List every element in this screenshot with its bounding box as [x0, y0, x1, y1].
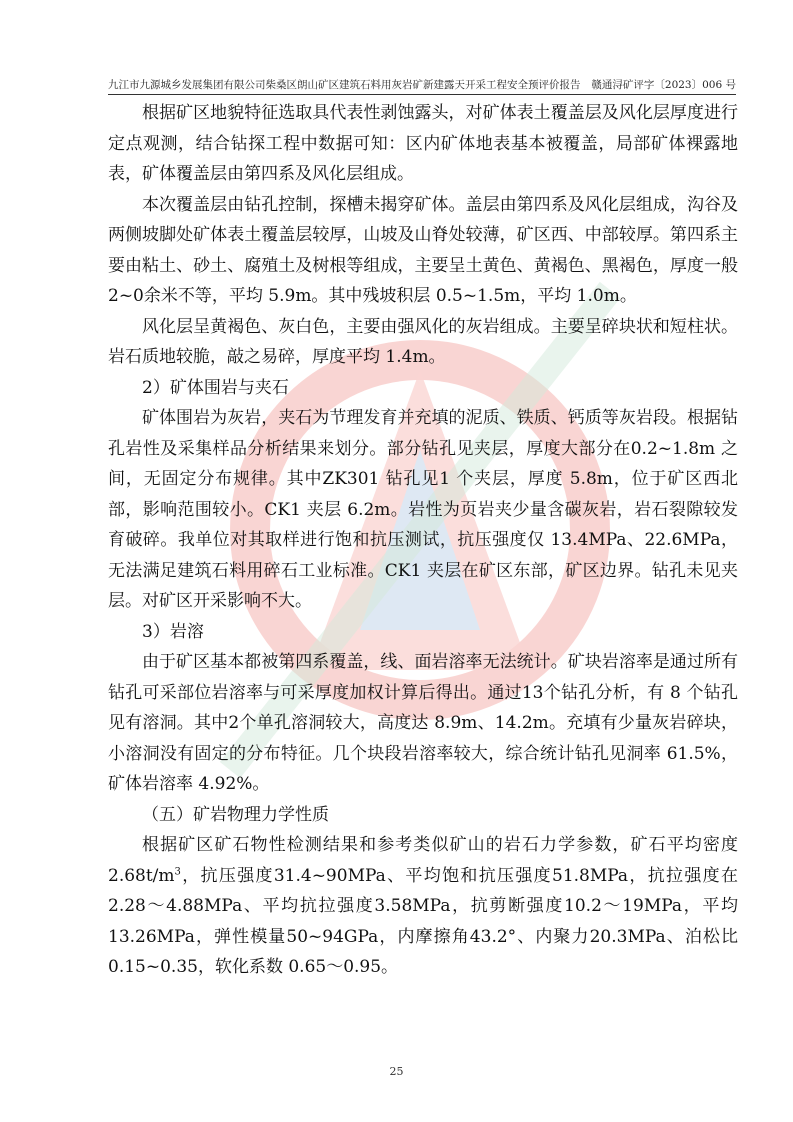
paragraph-overburden-composition: 本次覆盖层由钻孔控制，探槽未揭穿矿体。盖层由第四系及风化层组成，沟谷及两侧坡脚处矿体表土覆盖层较厚，山坡及山脊处较薄，矿区西、中部较厚。第四系主要由粘土、砂土、腐殖土及树根等组成，主要呈土黄色、黄褐色、黑褐色，厚度一般 2~0余米不等，平均 5.9m。其中残坡积层 0.5~1.5m，平均 1.0m。	[108, 194, 738, 306]
paragraph-karst: 由于矿区基本都被第四系覆盖，线、面岩溶率无法统计。矿块岩溶率是通过所有钻孔可采部位岩溶率与可采厚度加权计算后得出。通过13个钻孔分析，有 8 个钻孔见有溶洞。其中2个单孔溶洞较大，高度达 8.9m、14.2m。充填有少量灰岩碎块，小溶洞没有固定的分布特征。几个块段岩溶率较大，综合统计钻孔见洞率 61.5%，矿体岩溶率 4.92%。	[108, 652, 738, 794]
paragraph-wall-rock: 矿体围岩为灰岩，夹石为节理发育并充填的泥质、铁质、钙质等灰岩段。根据钻孔岩性及采集样品分析结果来划分。部分钻孔见夹层，厚度大部分在0.2~1.8m 之间，无固定分布规律。其中ZK301 钻孔见1 个夹层，厚度 5.8m，位于矿区西北部，影响范围较小。CK1 夹层 6.2m。岩性为页岩夹少量含碳灰岩，岩石裂隙较发育破碎。我单位对其取样进行饱和抗压测试，抗压强度仅 13.4MPa、22.6MPa，无法满足建筑石料用碎石工业标准。CK1 夹层在矿区东部，矿区边界。钻孔未见夹层。对矿区开采影响不大。	[108, 408, 738, 611]
document-body	[108, 98, 738, 983]
heading-karst: 3）岩溶	[142, 621, 204, 642]
paragraph-overburden-observation: 根据矿区地貌特征选取具代表性剥蚀露头，对矿体表土覆盖层及风化层厚度进行定点观测，结合钻探工程中数据可知：区内矿体地表基本被覆盖，局部矿体裸露地表，矿体覆盖层由第四系及风化层组成。	[108, 103, 738, 184]
cubic-superscript: 3	[174, 865, 181, 877]
header-report-title: 九江市九源城乡发展集团有限公司柴桑区朗山矿区建筑石料用灰岩矿新建露天开采工程安全预评价报告	[108, 79, 581, 91]
page-number: 25	[389, 1065, 404, 1078]
rock-mechanics-text-end: ，抗压强度31.4~90MPa、平均饱和抗压强度51.8MPa，抗拉强度在2.28～4.88MPa、平均抗拉强度3.58MPa，抗剪断强度10.2～19MPa，平均13.26MPa，弹性模量50~94GPa，内摩擦角43.2°、内聚力20.3MPa、泊松比0.15~0.35，软化系数 0.65～0.95。	[108, 865, 738, 977]
rock-mechanics-text-start: 根据矿区矿石物性检测结果和参考类似矿山的岩石力学参数，矿石平均密度2.68t/m	[108, 835, 738, 886]
header-document-number: 赣通浔矿评字〔2023〕006 号	[591, 79, 736, 91]
heading-wall-rock-and-interlayer: 2）矿体围岩与夹石	[142, 377, 289, 398]
paragraph-weathered-layer: 风化层呈黄褐色、灰白色，主要由强风化的灰岩组成。主要呈碎块状和短柱状。岩石质地较脆，敲之易碎，厚度平均 1.4m。	[108, 316, 738, 367]
heading-rock-mechanics: （五）矿岩物理力学性质	[142, 804, 329, 825]
page-header	[108, 78, 736, 95]
paragraph-rock-mechanics	[108, 830, 738, 983]
